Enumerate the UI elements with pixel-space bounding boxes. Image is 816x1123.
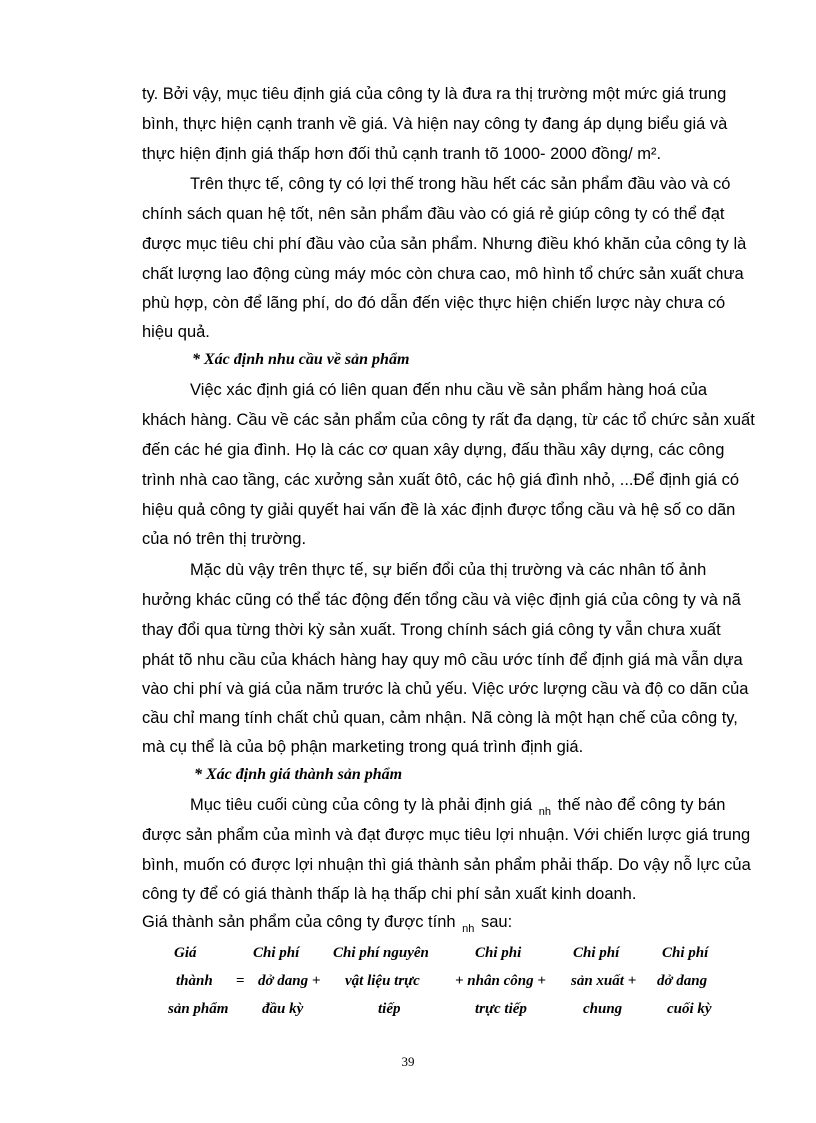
equals-sign: = [236, 973, 245, 989]
formula-term: dở dang + [258, 973, 321, 989]
formula-term: Chi phí [662, 945, 709, 961]
paragraph-line: cầu chỉ mang tính chất chủ quan, cảm nhận. Nã còng là một hạn chế của công ty, [142, 709, 738, 727]
formula-term: Chi phi [475, 945, 522, 961]
formula-term: vật liệu trực [345, 973, 420, 989]
paragraph-line: thay đổi qua từng thời kỳ sản xuất. Trong chính sách giá công ty vẫn chưa xuất [142, 621, 721, 639]
page-number: 39 [401, 1054, 415, 1069]
paragraph-line: công ty để có giá thành thấp là hạ thấp chi phí sản xuất kinh doanh. [142, 885, 637, 903]
formula-term: sản phẩm [168, 1001, 229, 1017]
paragraph-line: Mặc dù vậy trên thực tế, sự biến đổi của thị trường và các nhân tố ảnh [190, 561, 707, 579]
formula-term: thành [176, 973, 213, 989]
formula-term: cuối kỳ [667, 1001, 712, 1017]
paragraph-line: bình, muốn có được lợi nhuận thì giá thành sản phẩm phải thấp. Do vậy nỗ lực của [142, 856, 751, 874]
subscript-text: nh [462, 923, 475, 935]
subscript-text: nh [538, 806, 551, 818]
paragraph-line: phù hợp, còn để lãng phí, do đó dẫn đến việc thực hiện chiến lược này chưa có [142, 294, 726, 312]
formula-term: dở dang [657, 973, 708, 989]
formula-term: Chi phí [573, 945, 620, 961]
formula-term: sản xuất + [571, 973, 637, 989]
paragraph-line: vào chi phí và giá của năm trước là chủ yếu. Việc ước lượng cầu và độ co dãn của [142, 680, 749, 698]
paragraph-line: được mục tiêu chi phí đầu vào của sản phẩm. Nhưng điều khó khăn của công ty là [142, 235, 747, 253]
paragraph-line: ty. Bởi vậy, mục tiêu định giá của công ty là đưa ra thị trường một mức giá trung [142, 85, 727, 103]
paragraph-text: Giá thành sản phẩm của công ty được tính [142, 913, 456, 931]
formula-term: chung [583, 1001, 623, 1017]
formula-term: trực tiếp [475, 1001, 527, 1017]
paragraph-line: Trên thực tế, công ty có lợi thế trong hầu hết các sản phẩm đầu vào và có [190, 175, 731, 193]
paragraph-line: được sản phẩm của mình và đạt được mục tiêu lợi nhuận. Với chiến lược giá trung [142, 826, 751, 844]
paragraph-line: mà cụ thể là của bộ phận marketing trong quá trình định giá. [142, 738, 584, 756]
paragraph-line: của nó trên thị trường. [142, 530, 307, 548]
paragraph-text: thế nào để công ty bán [557, 796, 726, 814]
paragraph-line [190, 795, 725, 817]
paragraph-text: sau: [481, 913, 513, 931]
paragraph-line: phát tõ nhu cầu của khách hàng hay quy mô cầu ước tính để định giá mà vẫn dựa [142, 651, 743, 669]
formula-term: Giá [174, 945, 197, 961]
paragraph-line: đến các hé gia đình. Họ là các cơ quan xây dựng, đấu thầu xây dựng, các công [142, 441, 725, 459]
formula-term: + nhân công + [455, 973, 546, 989]
section-heading-cost: * Xác định giá thành sản phẩm [194, 766, 403, 783]
paragraph-line: chất lượng lao động cùng máy móc còn chưa cao, mô hình tổ chức sản xuất chưa [142, 265, 744, 283]
paragraph-line: hiệu quả. [142, 323, 210, 341]
formula-term: tiếp [378, 1001, 401, 1017]
paragraph-line: thực hiện định giá thấp hơn đối thủ cạnh tranh tõ 1000- 2000 đồng/ m². [142, 145, 662, 163]
paragraph-line: trình nhà cao tầng, các xưởng sản xuất ôtô, các hộ giá đình nhỏ, ...Để định giá có [142, 471, 739, 489]
paragraph-line: chính sách quan hệ tốt, nên sản phẩm đầu vào có giá rẻ giúp công ty có thể đạt [142, 205, 725, 223]
paragraph-line: Việc xác định giá có liên quan đến nhu cầu về sản phẩm hàng hoá của [190, 381, 708, 399]
formula-term: Chi phí [253, 945, 300, 961]
paragraph-line: hiệu quả công ty giải quyết hai vấn đề là xác định được tổng cầu và hệ số co dãn [142, 501, 736, 519]
formula-term: đầu kỳ [262, 1001, 304, 1017]
paragraph-line: hưởng khác cũng có thể tác động đến tổng cầu và việc định giá của công ty và nã [142, 591, 741, 609]
paragraph-text: Mục tiêu cuối cùng của công ty là phải định giá [190, 796, 533, 814]
section-heading-demand: * Xác định nhu cầu về sản phẩm [192, 351, 410, 368]
formula-term: Chi phí nguyên [333, 945, 429, 961]
paragraph-line [142, 912, 512, 934]
paragraph-line: bình, thực hiện cạnh tranh về giá. Và hiện nay công ty đang áp dụng biểu giá và [142, 115, 728, 133]
paragraph-line: khách hàng. Cầu về các sản phẩm của công ty rất đa dạng, từ các tổ chức sản xuất [142, 411, 755, 429]
